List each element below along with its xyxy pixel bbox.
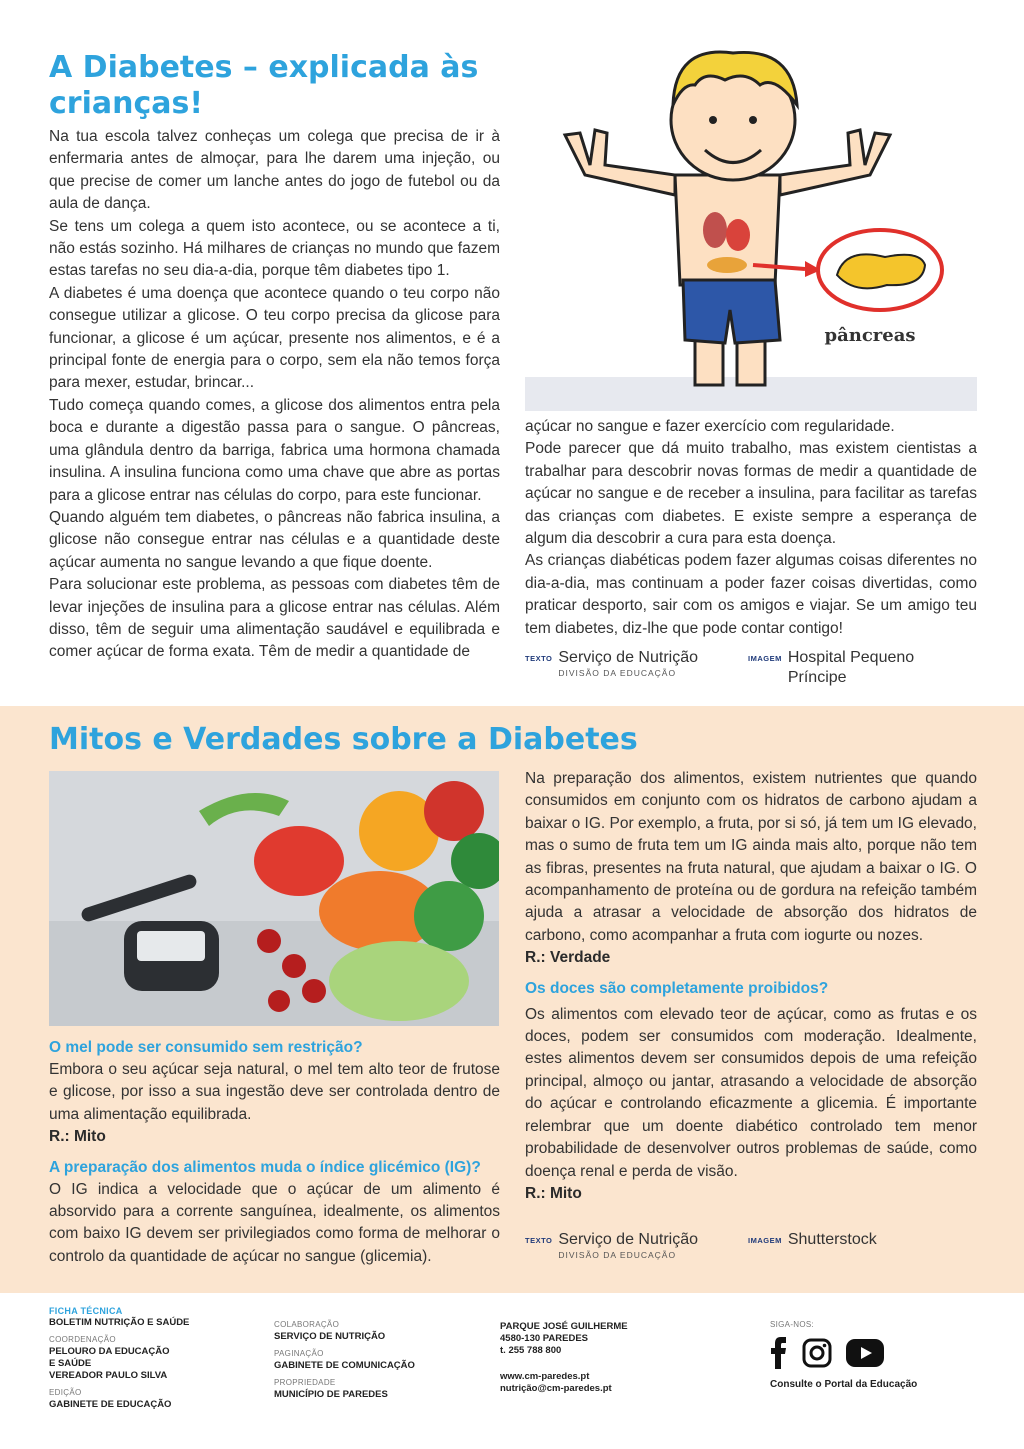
- footer-block-social: [770, 1319, 990, 1391]
- paragraph: Se tens um colega a quem isto acontece, ou se acontece a ti, não estás sozinho. Há milhares de crianças no mundo que fazem estas tarefas no seu dia-a-dia, porque têm diabetes tipo 1.: [49, 217, 500, 280]
- footer-label: COORDENAÇÃO: [49, 1335, 116, 1344]
- footer-label: COLABORAÇÃO: [274, 1320, 340, 1329]
- facebook-icon[interactable]: [770, 1337, 788, 1369]
- credit-name: Hospital Pequeno Príncipe: [787, 649, 915, 686]
- article2-image-credit: [748, 1230, 877, 1250]
- question-heading: Os doces são completamente proibidos?: [525, 979, 829, 997]
- article2-left-column: [49, 1037, 500, 1268]
- paragraph: As crianças diabéticas podem fazer algumas coisas diferentes no dia-a-dia, mas continuam a poder fazer coisas divertidas, como praticar desporto, sair com os amigos e viajar. Se um amigo teu tem diabetes, diz-lhe que pode contar contigo!: [525, 552, 977, 637]
- paragraph: Os alimentos com elevado teor de açúcar, como as frutas e os doces, podem ser consumidos com moderação. Idealmente, estes alimentos devem ser consumidos depois de uma refeição principal, almoço ou jantar, atrasando a velocidade de absorção do açúcar e controlando eficazmente a glicemia. É importante relembrar que um doente diabético controlado tem menor probabilidade de desenvolver outros problemas de saúde, como doença renal e perda de visão.: [525, 1005, 977, 1180]
- paragraph: Embora o seu açúcar seja natural, o mel tem alto teor de frutose e glicose, por isso a sua ingestão deve ser controlada dentro de uma alimentação equilibrada.: [49, 1061, 500, 1123]
- paragraph: açúcar no sangue e fazer exercício com regularidade.: [525, 418, 895, 435]
- instagram-icon[interactable]: [802, 1338, 832, 1368]
- credit-tag: IMAGEM: [748, 1236, 782, 1245]
- credit-tag: TEXTO: [525, 654, 553, 663]
- footer-label: PROPRIEDADE: [274, 1378, 336, 1387]
- credit-sub: DIVISÃO DA EDUCAÇÃO: [558, 668, 677, 678]
- paragraph: Quando alguém tem diabetes, o pâncreas não fabrica insulina, a glicose não consegue entrar nas células e a quantidade deste açúcar aumenta no sangue levando a que fique doente.: [49, 508, 500, 571]
- credit-name: Serviço de Nutrição: [558, 649, 698, 666]
- vegetables-glucometer-photo: [49, 771, 499, 1026]
- footer-label: FICHA TÉCNICA: [49, 1306, 123, 1316]
- question-heading: O mel pode ser consumido sem restrição?: [49, 1039, 363, 1056]
- credit-tag: IMAGEM: [748, 654, 782, 663]
- credit-name: Shutterstock: [787, 1231, 877, 1248]
- footer-label: EDIÇÃO: [49, 1388, 82, 1397]
- paragraph: O IG indica a velocidade que o açúcar de um alimento é absorvido para a corrente sanguínea, idealmente, os alimentos com baixo IG devem ser privilegiados como forma de melhorar o controlo da quantidade de açúcar no sangue (glicemia).: [49, 1180, 500, 1265]
- footer-value: SERVIÇO DE NUTRIÇÃO: [274, 1331, 386, 1342]
- paragraph: Pode parecer que dá muito trabalho, mas existem cientistas a trabalhar para descobrir novas formas de medir a quantidade de açúcar no sangue e de receber a insulina, para facilitar as tarefas das crianças com diabetes. E existe sempre a esperança de algum dia descobrir a cura para esta doença.: [525, 440, 977, 548]
- article1-right-column: [525, 416, 977, 640]
- footer-value: BOLETIM NUTRIÇÃO E SAÚDE: [49, 1317, 190, 1328]
- footer-label: PAGINAÇÃO: [274, 1349, 324, 1358]
- answer-label: R.: Verdade: [525, 949, 611, 967]
- article2-text-credit: [525, 1230, 698, 1260]
- question-heading: A preparação dos alimentos muda o índice glicémico (IG)?: [49, 1158, 481, 1176]
- credit-sub: DIVISÃO DA EDUCAÇÃO: [558, 1250, 677, 1260]
- article1-text-credit: [525, 648, 698, 678]
- footer-address: PARQUE JOSÉ GUILHERME 4580-130 PAREDES t. 255 788 800: [500, 1321, 628, 1356]
- youtube-icon[interactable]: [846, 1339, 884, 1367]
- boy-pancreas-illustration: [525, 25, 977, 411]
- credit-name: Serviço de Nutrição: [558, 1231, 698, 1248]
- social-icons: [770, 1337, 990, 1369]
- paragraph: Na preparação dos alimentos, existem nutrientes que quando consumidos em conjunto com os hidratos de carbono ajudam a baixar o IG. Por exemplo, a fruta, por si só, já tem um IG elevado, mas o sumo de fruta tem um IG ainda mais alto, porque não tem as fibras, presentes na fruta natural, que ajudam a baixar o IG. O acompanhamento de proteína ou de gordura na refeição também ajuda a atrasar a velocidade de absorção dos hidratos de carbono, como acompanhar a fruta com iogurte ou nozes.: [525, 770, 977, 944]
- footer-value: PELOURO DA EDUCAÇÃO E SAÚDE VEREADOR PAULO SILVA: [49, 1346, 170, 1381]
- answer-label: R.: Mito: [49, 1128, 106, 1146]
- article2-right-column: [525, 768, 977, 1205]
- footer-value: MUNICÍPIO DE PAREDES: [274, 1389, 388, 1400]
- article2-title: Mitos e Verdades sobre a Diabetes: [49, 722, 638, 757]
- footer: [0, 1293, 1024, 1449]
- paragraph: A diabetes é uma doença que acontece quando o teu corpo não consegue utilizar a glicose. O teu corpo precisa da glicose para funcionar, a glicose é um açúcar, presente nos alimentos, e é a principal fonte de energia para o corpo, sem ela não temos força para mexer, estudar, brincar...: [49, 284, 500, 392]
- article1-title: A Diabetes – explicada às crianças!: [49, 50, 479, 121]
- footer-block-ficha: [49, 1305, 249, 1411]
- answer-label: R.: Mito: [525, 1184, 582, 1202]
- article1-image-credit: [748, 648, 948, 688]
- credit-tag: TEXTO: [525, 1236, 553, 1245]
- paragraph: Tudo começa quando comes, a glicose dos alimentos entra pela boca e durante a digestão passa para o sangue. O pâncreas, uma glândula dentro da barriga, fabrica uma hormona chamada insulina. A insulina funciona como uma chave que abre as portas para a glicose entrar nas células do corpo, para este funcionar.: [49, 396, 500, 504]
- article1-left-column: [49, 126, 500, 664]
- pancreas-label: pâncreas: [824, 325, 916, 346]
- paragraph: Para solucionar este problema, as pessoas com diabetes têm de levar injeções de insulina para a glicose entrar nas células. Além disso, têm de seguir uma alimentação saudável e equilibrada e comer açúcar de forma exata. Têm de medir a quantidade de: [49, 576, 500, 661]
- footer-value: GABINETE DE EDUCAÇÃO: [49, 1399, 172, 1410]
- footer-web[interactable]: www.cm-paredes.pt nutrição@cm-paredes.pt: [500, 1371, 612, 1394]
- footer-block-colaboracao: [274, 1319, 474, 1401]
- footer-label: SIGA-NOS:: [770, 1320, 815, 1329]
- footer-value: GABINETE DE COMUNICAÇÃO: [274, 1360, 415, 1371]
- paragraph: Na tua escola talvez conheças um colega que precisa de ir à enfermaria antes de almoçar, para lhe darem uma injeção, ou que precise de comer um lanche antes do jogo de futebol ou da aula de dança.: [49, 128, 500, 213]
- footer-block-contact: [500, 1321, 720, 1395]
- portal-link[interactable]: Consulte o Portal da Educação: [770, 1379, 918, 1390]
